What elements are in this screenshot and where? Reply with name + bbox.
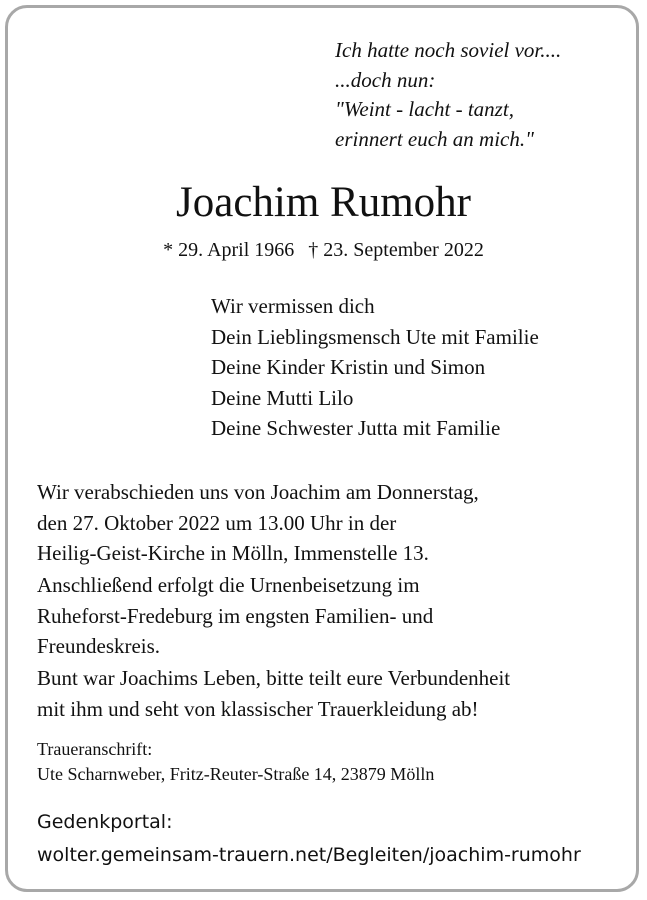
address-label: Traueranschrift: [37, 739, 153, 759]
mourner-line: Deine Kinder Kristin und Simon [211, 355, 486, 379]
farewell-line: Wir verabschieden uns von Joachim am Donnerstag, [37, 480, 479, 504]
birth-date: * 29. April 1966 [163, 239, 295, 261]
burial-line: Freundeskreis. [37, 634, 161, 658]
mourner-line: Deine Schwester Jutta mit Familie [211, 416, 501, 440]
portal-label: Gedenkportal: [37, 811, 173, 833]
deceased-name: Joachim Rumohr [176, 179, 471, 226]
mourner-line: Dein Lieblingsmensch Ute mit Familie [211, 324, 539, 349]
mourners-list [211, 291, 539, 444]
burial-line: Anschließend erfolgt die Urnenbeisetzung im [37, 573, 420, 597]
memorial-quote [335, 36, 561, 154]
address-value: Ute Scharnweber, Fritz-Reuter-Straße 14, 23879 Mölln [37, 764, 435, 784]
request-paragraph [37, 663, 510, 724]
quote-line: Ich hatte noch soviel vor.... [335, 38, 562, 62]
memorial-portal [37, 806, 581, 872]
request-line: Bunt war Joachims Leben, bitte teilt eure Verbundenheit [37, 666, 511, 690]
mourner-line: Wir vermissen dich [211, 294, 375, 318]
request-line: mit ihm und seht von klassischer Trauerkleidung ab! [37, 696, 479, 721]
portal-link[interactable]: wolter.gemeinsam-trauern.net/Begleiten/joachim-rumohr [37, 844, 581, 866]
burial-line: Ruheforst-Fredeburg im engsten Familien- und [37, 603, 434, 628]
quote-line: ...doch nun: [335, 67, 436, 92]
farewell-line: den 27. Oktober 2022 um 13.00 Uhr in der [37, 510, 397, 535]
life-dates [0, 237, 647, 263]
condolence-address [37, 737, 434, 787]
quote-line: erinnert euch an mich." [335, 126, 534, 151]
death-date: † 23. September 2022 [308, 239, 484, 261]
farewell-paragraph [37, 477, 479, 569]
mourner-line: Deine Mutti Lilo [211, 385, 354, 410]
burial-paragraph [37, 570, 433, 662]
quote-line: "Weint - lacht - tanzt, [335, 97, 514, 121]
farewell-line: Heilig-Geist-Kirche in Mölln, Immenstelle 13. [37, 541, 429, 565]
